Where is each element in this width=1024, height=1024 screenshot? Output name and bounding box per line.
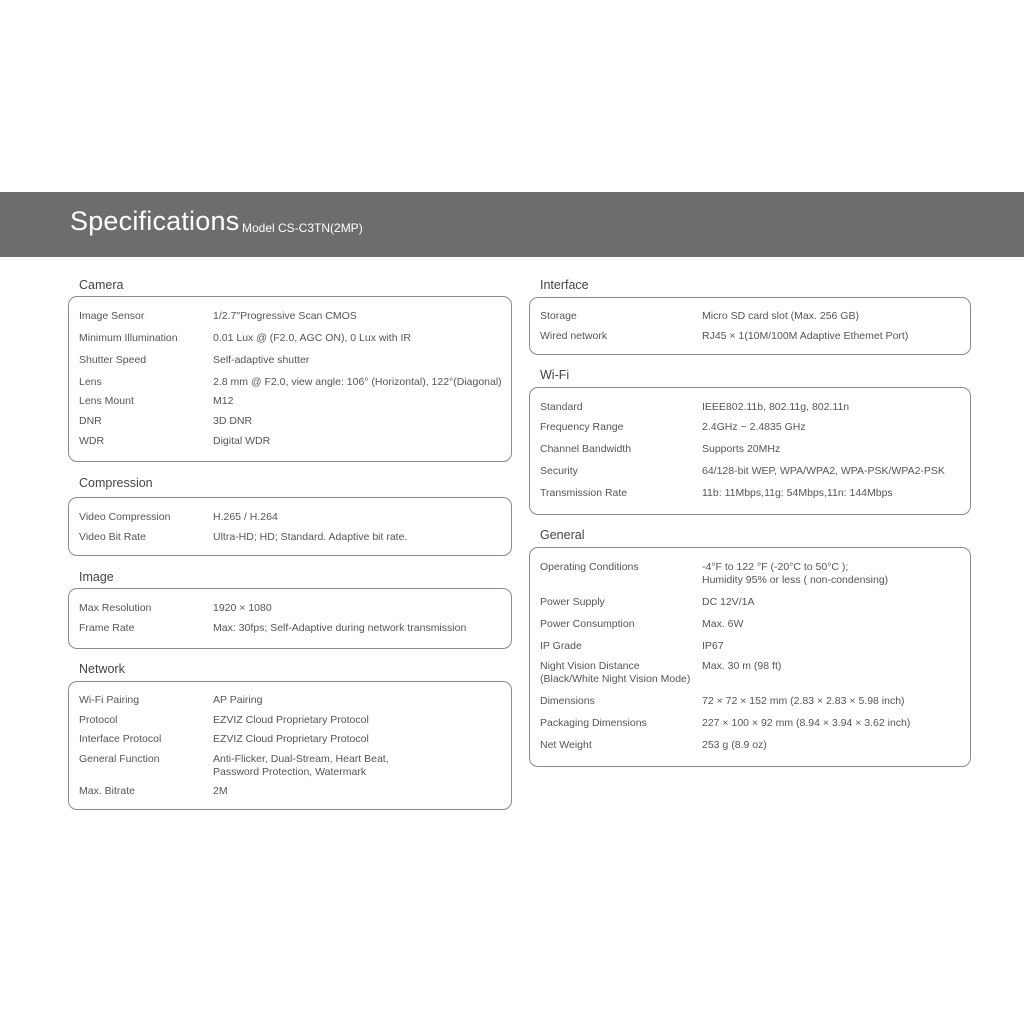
spec-label: Channel Bandwidth [540,443,632,455]
spec-value-multiline [702,561,888,587]
spec-label: Power Supply [540,596,605,608]
spec-value: 72 × 72 × 152 mm (2.83 × 2.83 × 5.98 inch) [702,695,905,707]
spec-value: 2.4GHz ~ 2.4835 GHz [702,421,806,433]
spec-label: Image Sensor [79,310,145,322]
spec-label: Power Consumption [540,618,635,630]
spec-value: IEEE802.11b, 802.11g, 802.11n [702,401,850,413]
spec-label: Minimum Illumination [79,332,178,344]
model-name: Model CS-C3TN(2MP) [242,221,363,235]
spec-label: Video Bit Rate [79,531,146,543]
spec-label: Shutter Speed [79,354,147,366]
spec-label-multiline [540,660,690,686]
interface-spec-box [529,297,971,355]
spec-value: Ultra-HD; HD; Standard. Adaptive bit rate. [213,531,408,543]
spec-label: Storage [540,310,577,322]
spec-value: 2.8 mm @ F2.0, view angle: 106° (Horizontal), 122°(Diagonal) [213,376,502,388]
spec-value-line: Anti-Flicker, Dual-Stream, Heart Beat, [213,753,389,765]
spec-label: Lens Mount [79,395,134,407]
spec-value-multiline [213,753,389,779]
spec-label: Transmission Rate [540,487,628,499]
camera-section-title: Camera [79,278,124,292]
spec-value: 1920 × 1080 [213,602,272,614]
spec-label: Packaging Dimensions [540,717,647,729]
spec-value: Digital WDR [213,435,271,447]
image-section-title: Image [79,570,114,584]
spec-label: Frame Rate [79,622,135,634]
header-banner [0,192,1024,257]
spec-value: EZVIZ Cloud Proprietary Protocol [213,714,369,726]
spec-label: Standard [540,401,583,413]
spec-label: Protocol [79,714,118,726]
spec-label: Operating Conditions [540,561,639,573]
spec-label: General Function [79,753,160,765]
spec-value-line: Humidity 95% or less ( non-condensing) [702,574,889,586]
spec-value: 0.01 Lux @ (F2.0, AGC ON), 0 Lux with IR [213,332,411,344]
spec-label: Interface Protocol [79,733,162,745]
spec-value: 253 g (8.9 oz) [702,739,767,751]
spec-value: EZVIZ Cloud Proprietary Protocol [213,733,369,745]
spec-label: Security [540,465,578,477]
spec-label: Net Weight [540,739,592,751]
spec-value: Micro SD card slot (Max. 256 GB) [702,310,859,322]
spec-label: Frequency Range [540,421,624,433]
network-section-title: Network [79,662,125,676]
spec-label: Wired network [540,330,608,342]
wifi-section-title: Wi-Fi [540,368,570,382]
spec-value: AP Pairing [213,694,263,706]
compression-spec-box [68,497,512,556]
spec-value-line: -4°F to 122 °F (-20°C to 50°C ); [702,561,849,573]
spec-label: DNR [79,415,102,427]
spec-value-line: Password Protection, Watermark [213,766,367,778]
interface-section-title: Interface [540,278,589,292]
general-section-title: General [540,528,585,542]
spec-value: 3D DNR [213,415,253,427]
spec-value: 11b: 11Mbps,11g: 54Mbps,11n: 144Mbps [702,487,893,499]
spec-label: Dimensions [540,695,595,707]
page-title: Specifications [70,206,240,236]
spec-value: M12 [213,395,234,407]
spec-value: RJ45 × 1(10M/100M Adaptive Ethemet Port) [702,330,909,342]
spec-value: Max. 6W [702,618,744,630]
spec-label: Max. Bitrate [79,785,136,797]
spec-value: 64/128-bit WEP, WPA/WPA2, WPA-PSK/WPA2-PSK [702,465,945,477]
image-spec-box [68,588,512,649]
spec-label: Lens [79,376,102,388]
spec-label: Max Resolution [79,602,152,614]
spec-value: Max: 30fps; Self-Adaptive during network transmission [213,622,467,634]
spec-value: Supports 20MHz [702,443,781,455]
compression-section-title: Compression [79,476,153,490]
spec-value: Self-adaptive shutter [213,354,310,366]
spec-label-line: Night Vision Distance [540,660,640,672]
spec-value: IP67 [702,640,724,652]
spec-label: WDR [79,435,105,447]
spec-value: H.265 / H.264 [213,511,278,523]
spec-value: DC 12V/1A [702,596,755,608]
spec-value: Max. 30 m (98 ft) [702,660,782,672]
spec-label: Wi-Fi Pairing [79,694,140,706]
spec-label: IP Grade [540,640,582,652]
spec-value: 227 × 100 × 92 mm (8.94 × 3.94 × 3.62 inch) [702,717,911,729]
spec-label: Video Compression [79,511,171,523]
spec-value: 2M [213,785,228,797]
spec-value: 1/2.7"Progressive Scan CMOS [213,310,357,322]
spec-label-line: (Black/White Night Vision Mode) [540,673,691,685]
